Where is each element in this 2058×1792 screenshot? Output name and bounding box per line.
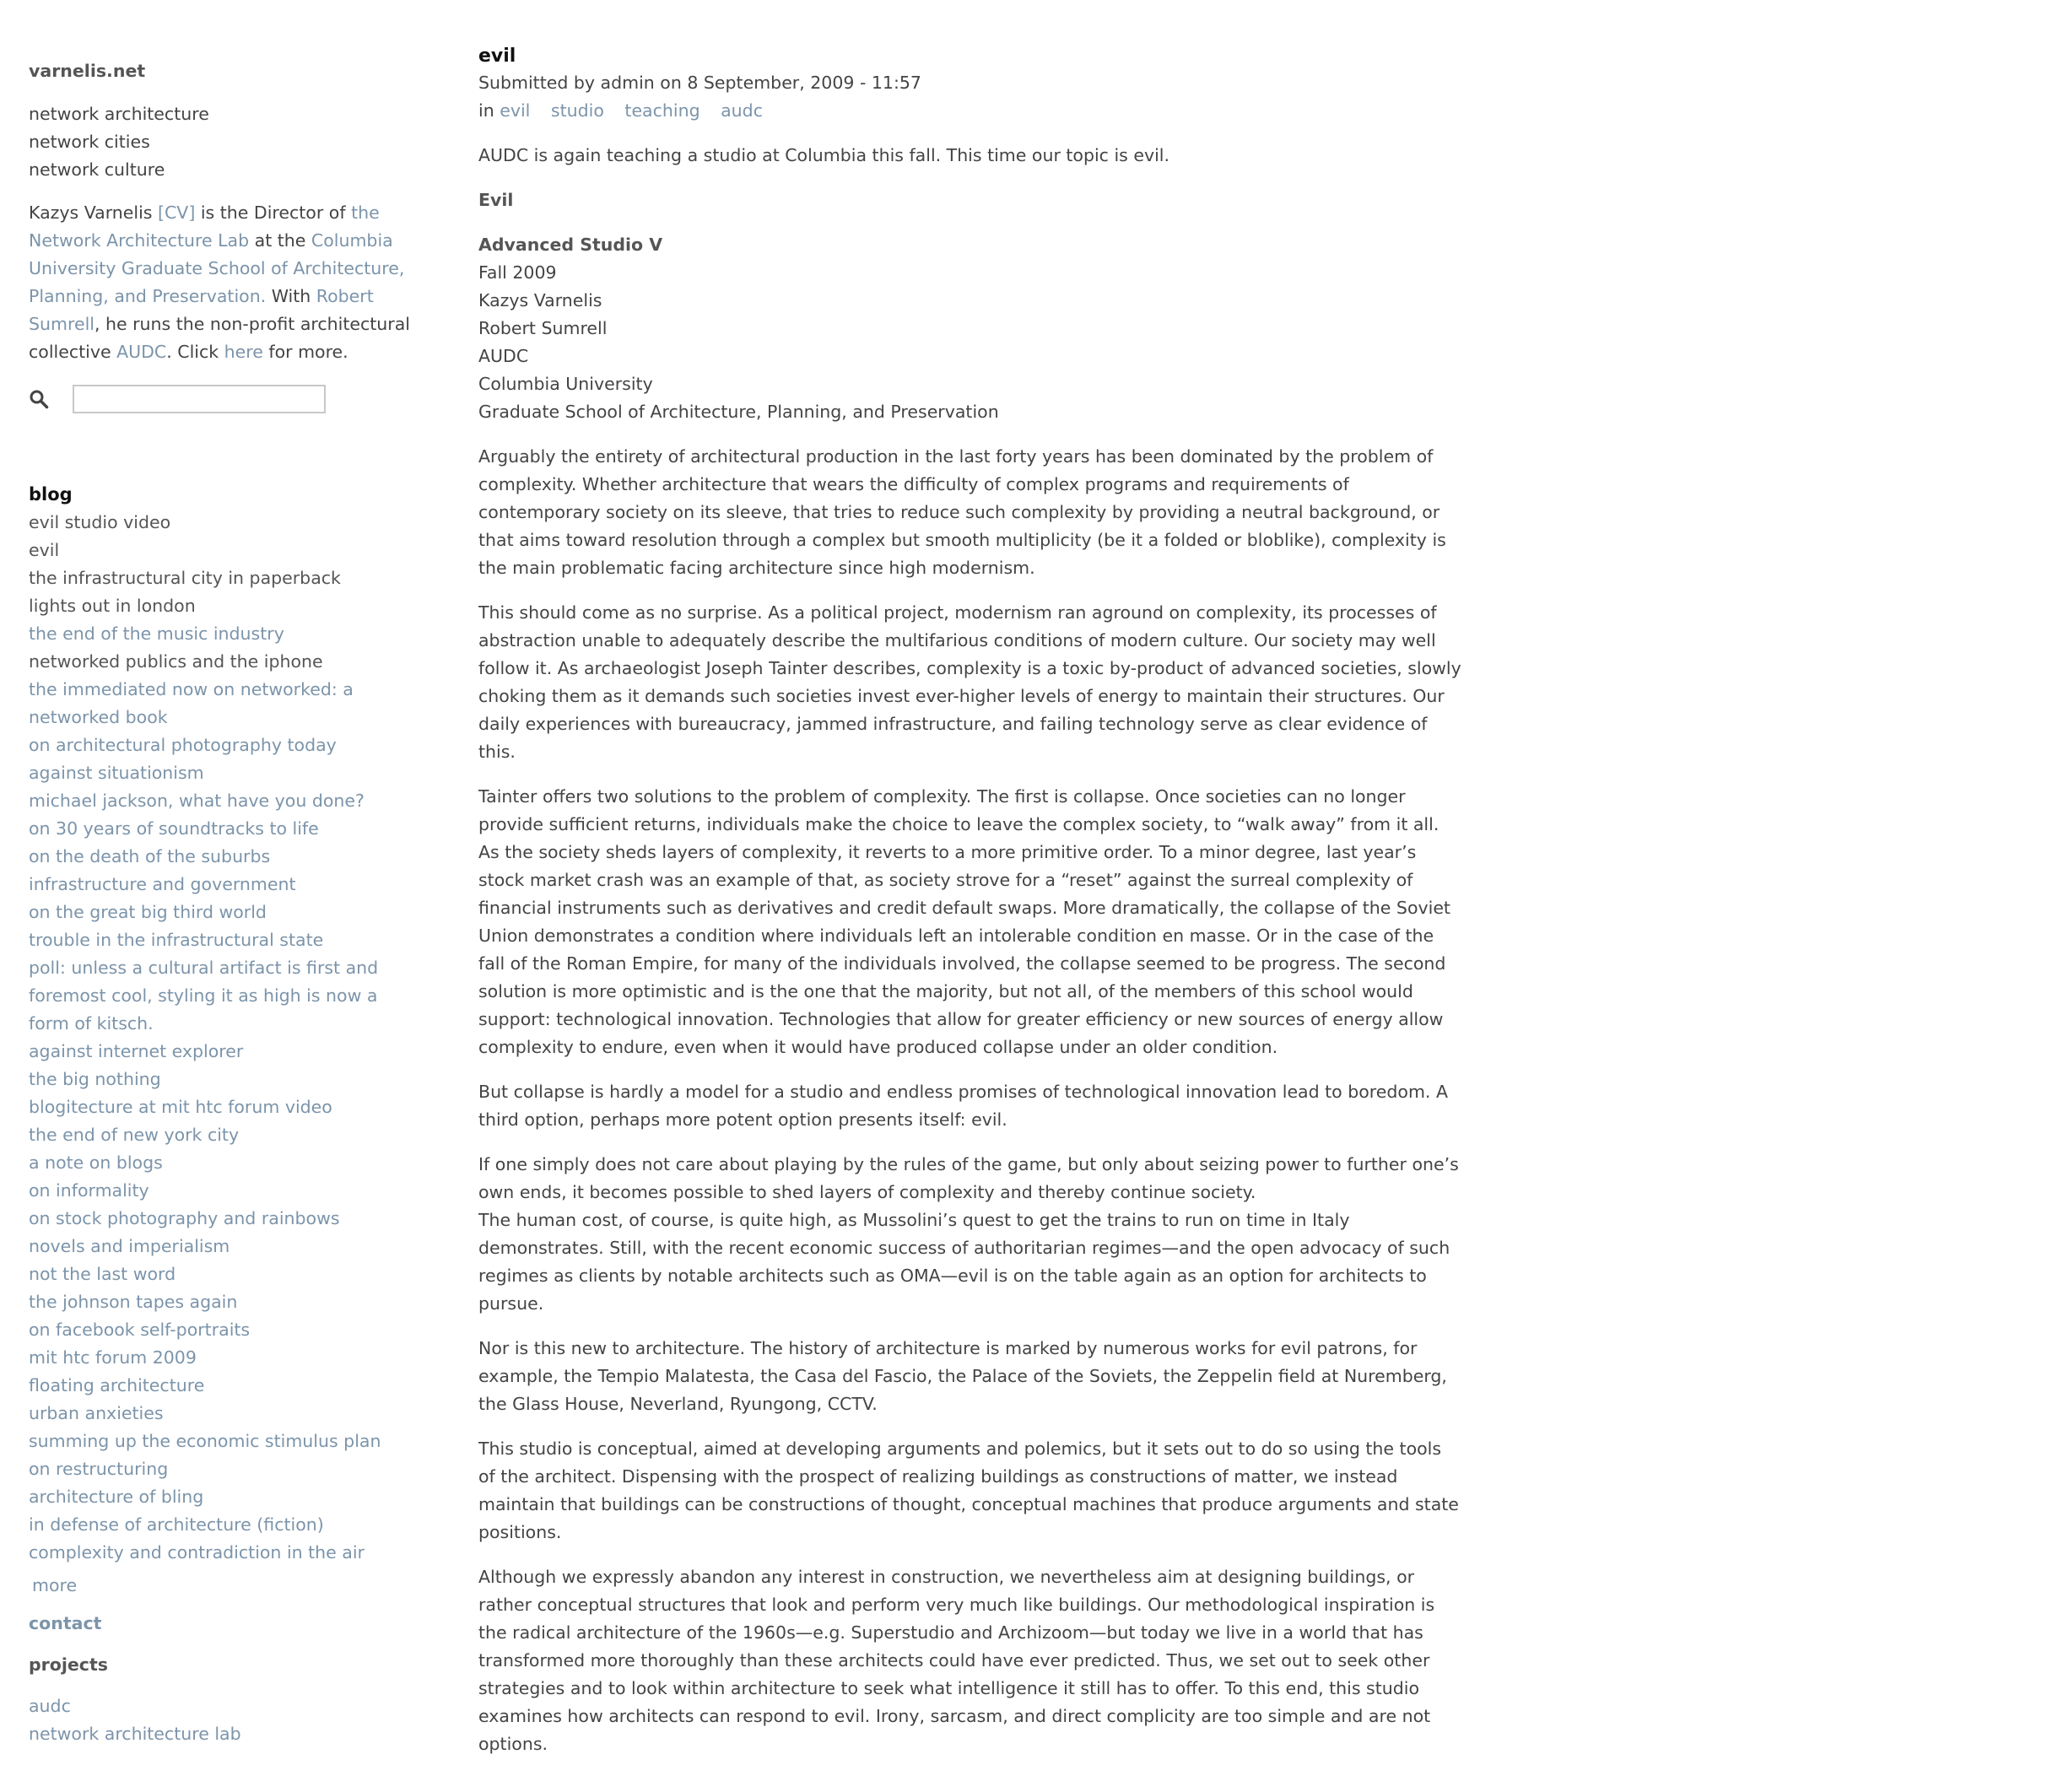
blog-item-link[interactable]: the immediated now on networked: a networked book [29,679,354,727]
project-link-audc[interactable]: audc [29,1696,71,1716]
studio-meta [478,231,1461,426]
blog-item-link[interactable]: against internet explorer [29,1041,244,1061]
project-link-network-architecture-lab[interactable]: network architecture lab [29,1724,241,1744]
term-audc[interactable]: audc [721,100,763,121]
blog-item-link[interactable]: a note on blogs [29,1152,163,1173]
meta-line: Robert Sumrell [478,318,608,338]
columbia-gsapp-link[interactable]: Columbia University Graduate School of Architecture, Planning, and Preservation. [29,230,405,306]
here-link[interactable]: here [224,342,263,362]
body-paragraph: If one simply does not care about playing by the rules of the game, but only about seizing power to further one’s own ends, it becomes possible to shed layers of complexity and thereby continue society. The human cost, of course, is quite high, as Mussolini’s quest to get the trains to run on time in Italy demonstrates. Still, with the recent economic success of authoritarian regimes—and the open advocacy of such regimes as clients by notable architects such as OMA—evil is on the table again as an option for architects to pursue. [478,1154,1459,1314]
projects-heading: projects [29,1654,108,1675]
term-evil[interactable]: evil [500,100,531,121]
meta-line: Graduate School of Architecture, Planning, and Preservation [478,402,999,422]
bio-text: With [266,286,316,306]
search-form [29,385,413,413]
bio-text: . Click [166,342,224,362]
audc-link[interactable]: AUDC [116,342,167,362]
blog-item-link[interactable]: infrastructure and government [29,874,296,894]
contact-link[interactable]: contact [29,1613,102,1633]
blog-item-link[interactable]: evil [29,540,60,560]
blog-item-link[interactable]: the big nothing [29,1069,161,1089]
studio-title: Advanced Studio V [478,235,663,255]
intro-paragraph: AUDC is again teaching a studio at Columbia this fall. This time our topic is evil. [478,145,1170,165]
blog-item-link[interactable]: on facebook self-portraits [29,1320,251,1340]
body-paragraph: Nor is this new to architecture. The history of architecture is marked by numerous works for evil patrons, for example, the Tempio Malatesta, the Casa del Fascio, the Palace of the Soviets, the Zeppelin field at Nuremberg, the Glass House, Neverland, Ryungong, CCTV. [478,1338,1447,1414]
network-link-cities[interactable]: network cities [29,132,150,152]
meta-line: Kazys Varnelis [478,290,602,310]
blog-item-link[interactable]: poll: unless a cultural artifact is first and foremost cool, styling it as high is now a form of kitsch. [29,958,379,1034]
search-input[interactable] [73,385,326,413]
blog-item-link[interactable]: trouble in the infrastructural state [29,930,324,950]
network-link-culture[interactable]: network culture [29,159,165,180]
blog-list [29,509,413,1567]
meta-line: Fall 2009 [478,262,557,283]
body-paragraph: This should come as no surprise. As a political project, modernism ran aground on complexity, its processes of abstraction unable to adequately describe the multifarious conditions of modern culture. Our society may well follow it. As archaeologist Joseph Tainter describes, complexity is a toxic by-product of advanced societies, slowly choking them as it demands such societies invest ever-higher levels of energy to maintain their structures. Our daily experiences with bureaucracy, jammed infrastructure, and failing technology serve as clear evidence of this. [478,602,1461,762]
blog-item-link[interactable]: in defense of architecture (fiction) [29,1514,324,1535]
bio-text: , he runs the non-profit architectural collective [29,314,410,362]
blog-item-link[interactable]: on stock photography and rainbows [29,1208,340,1228]
blog-item-link[interactable]: mit htc forum 2009 [29,1347,197,1368]
blog-item-link[interactable]: floating architecture [29,1375,205,1395]
blog-item-link[interactable]: on restructuring [29,1459,169,1479]
body-paragraph: Tainter offers two solutions to the problem of complexity. The first is collapse. Once societies can no longer provide sufficient returns, individuals make the choice to leave the complex society, to “walk away” from it all. As the society sheds layers of complexity, it reverts to a more primitive order. To a minor degree, last year’s stock market crash was an example of that, as society strove for a “reset” against the surreal complexity of financial instruments such as derivatives and credit default swaps. More dramatically, the collapse of the Soviet Union demonstrates a condition where individuals left an intolerable condition en masse. Or in the case of the fall of the Roman Empire, for many of the individuals involved, the collapse seemed to be progress. The second solution is more optimistic and is the one that the majority, but not all, of the members of this school would support: technological innovation. Technologies that allow for greater efficiency or new sources of energy allow complexity to endure, even when it would have produced collapse under an older condition. [478,786,1450,1057]
more-link[interactable]: more [32,1575,78,1595]
network-link-architecture[interactable]: network architecture [29,104,209,124]
bio [29,199,413,366]
network-links [29,100,413,184]
bio-text: Kazys Varnelis [29,202,158,223]
body-paragraph: But collapse is hardly a model for a studio and endless promises of technological innovation lead to boredom. A third option, perhaps more potent option presents itself: evil. [478,1082,1448,1130]
blog-item-link[interactable]: the johnson tapes again [29,1292,238,1312]
cv-link[interactable]: [CV] [158,202,196,223]
body-paragraph: Arguably the entirety of architectural production in the last forty years has been dominated by the problem of complexity. Whether architecture that wears the difficulty of complex programs and requirements of contemporary society on its sleeve, that tries to reduce such complexity by providing a neutral background, or that aims toward resolution through a complex but smooth multiplicity (be it a folded or bloblike), complexity is the main problematic facing architecture since high modernism. [478,446,1446,578]
blog-item-link[interactable]: urban anxieties [29,1403,164,1423]
body-paragraph: Although we expressly abandon any interest in construction, we nevertheless aim at designing buildings, or rather conceptual structures that look and perform very much like buildings. Our methodological inspiration is the radical architecture of the 1960s—e.g. Superstudio and Archizoom—but today we live in a world that has transformed more thoroughly than these architects could have ever predicted. Thus, we set out to seek other strategies and to look within architecture to seek what intelligence it still has to offer. To this end, this studio examines how architects can respond to evil. Irony, sarcasm, and direct complicity are too simple and are not options. [478,1567,1435,1754]
network-architecture-lab-link[interactable]: the Network Architecture Lab [29,202,380,251]
sidebar [29,57,413,1748]
blog-item-link[interactable]: the end of new york city [29,1125,240,1145]
meta-line: Columbia University [478,374,653,394]
meta-line: AUDC [478,346,529,366]
blog-item-link[interactable]: networked publics and the iphone [29,651,323,672]
submitted-info: Submitted by admin on 8 September, 2009 - 11:57 [478,73,921,93]
bio-text: for more. [262,342,348,362]
section-heading: Evil [478,190,514,210]
robert-sumrell-link[interactable]: Robert Sumrell [29,286,374,334]
blog-item-link[interactable]: on 30 years of soundtracks to life [29,818,319,839]
blog-item-link[interactable]: summing up the economic stimulus plan [29,1431,381,1451]
node-title[interactable]: evil [478,46,516,67]
blog-item-link[interactable]: on the great big third world [29,902,267,922]
blog-item-link[interactable]: blogitecture at mit htc forum video [29,1097,332,1117]
blog-item-link[interactable]: michael jackson, what have you done? [29,791,365,811]
site-name[interactable]: varnelis.net [29,61,146,81]
term-teaching[interactable]: teaching [624,100,700,121]
bio-text: is the Director of [195,202,352,223]
blog-item-link[interactable]: not the last word [29,1264,176,1284]
blog-item-link[interactable]: on informality [29,1180,149,1201]
blog-item-link[interactable]: evil studio video [29,512,171,532]
body-paragraph: This studio is conceptual, aimed at developing arguments and polemics, but it sets out to do so using the tools of the architect. Dispensing with the prospect of realizing buildings as constructions of matter, we instead maintain that buildings can be constructions of thought, conceptual machines that produce arguments and state positions. [478,1438,1459,1542]
blog-item-link[interactable]: the end of the music industry [29,623,284,644]
projects-list [29,1692,413,1748]
blog-item-link[interactable]: on the death of the suburbs [29,846,271,866]
blog-item-link[interactable]: novels and imperialism [29,1236,230,1256]
taxonomy-terms [478,97,1461,125]
main-content [478,44,1461,1775]
terms-label: in [478,100,494,121]
search-icon[interactable] [29,389,49,409]
blog-item-link[interactable]: on architectural photography today [29,735,337,755]
blog-item-link[interactable]: architecture of bling [29,1487,204,1507]
bio-text: at the [249,230,311,251]
term-studio[interactable]: studio [550,100,604,121]
blog-heading: blog [29,484,73,505]
blog-item-link[interactable]: complexity and contradiction in the air [29,1542,365,1563]
blog-item-link[interactable]: lights out in london [29,596,196,616]
blog-item-link[interactable]: the infrastructural city in paperback [29,568,341,588]
blog-item-link[interactable]: against situationism [29,763,204,783]
